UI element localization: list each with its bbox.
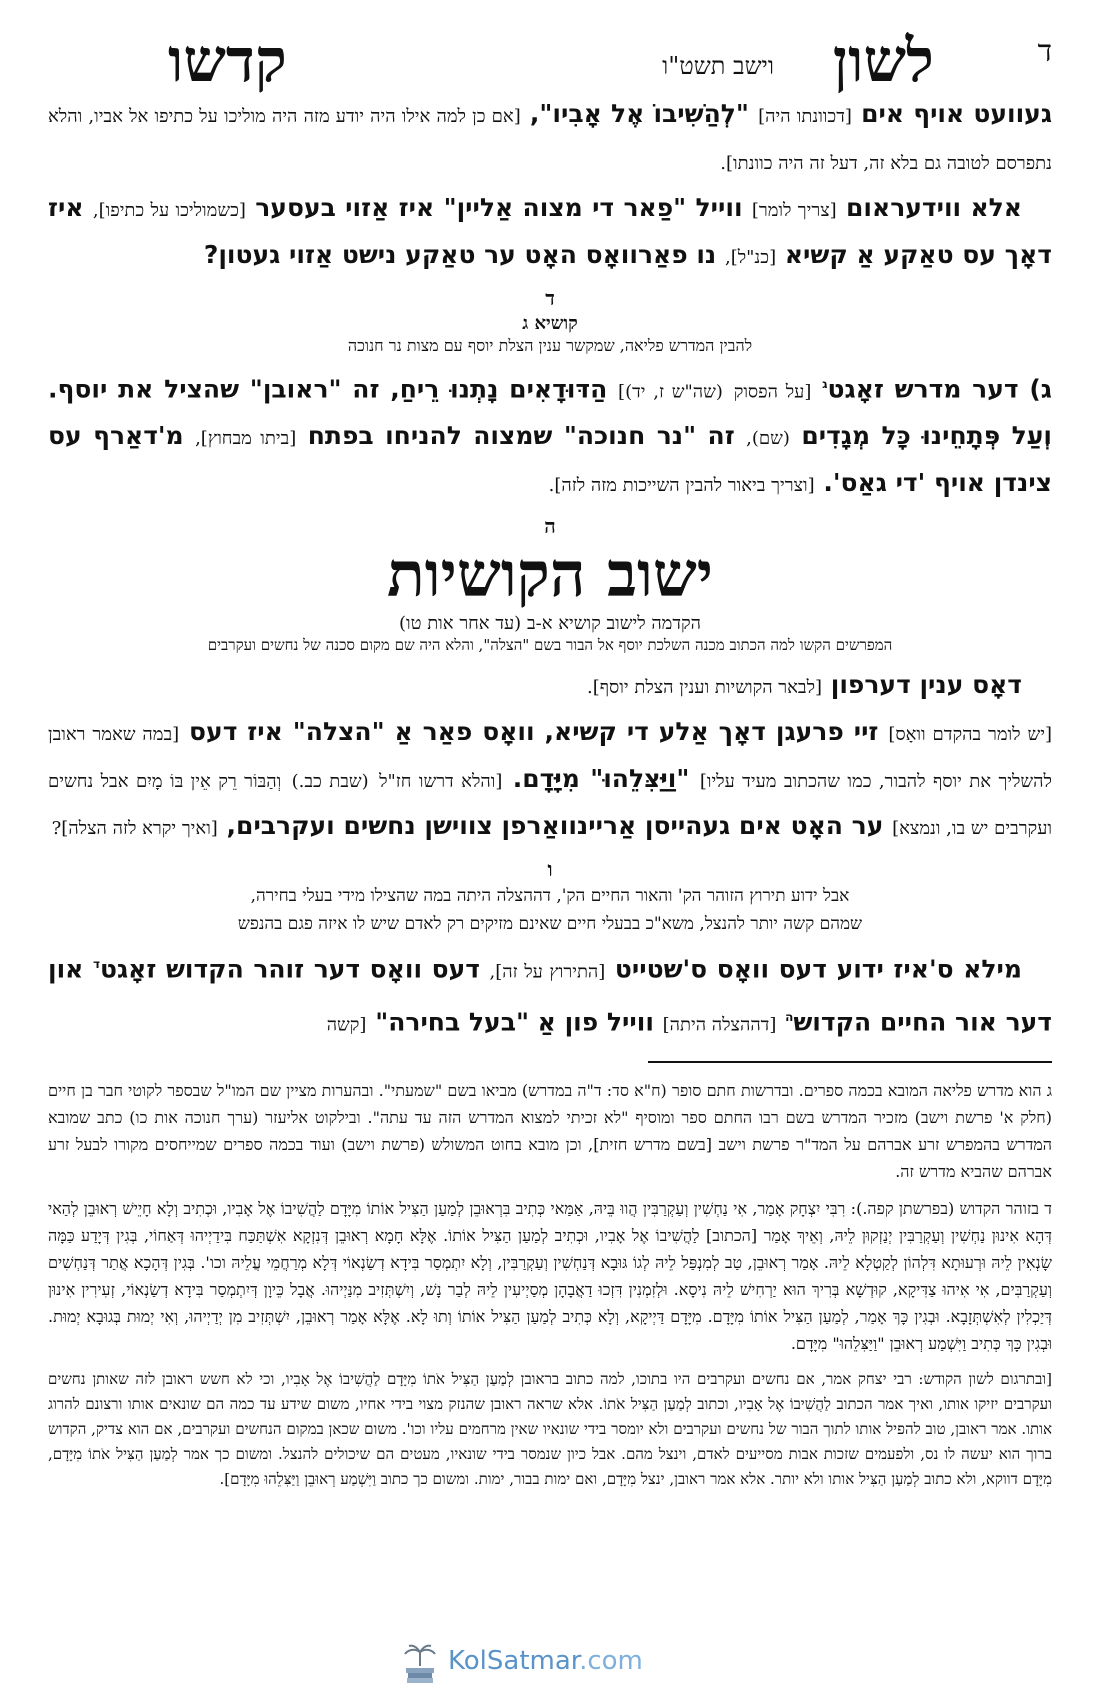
section-4-subtitle: להבין המדרש פליאה, שמקשר ענין הצלת יוסף עם מצות נר חנוכה [347,336,753,355]
s5-p2-quote-d: "וַיַּצִּלֵהוּ" מִיָּדָם. [512,764,690,794]
p2-note-d: [כשמוליכו על כתיפו], [92,200,246,221]
s5-p2-note-g: וְהַבּוֹר רֵק אֵין בּוֹ מָיִם אבל נחשים ועקרבים יש בו, ונמצא] [48,771,1052,840]
s5-p2-note-c: [במה שאמר ראובן להשליך את יוסף להבור, כמו שהכתוב מעיד עליו] [48,724,1052,793]
s6-text-c: דעס וואָס דער זוהר הקדוש זאָגט [100,954,480,984]
s4-note-e: (שם), [746,428,790,450]
title-left-word: קדשו [168,26,287,96]
section-4-number: ד [545,286,555,310]
s5-intro-note: (עד אחר אות טו) [398,613,522,635]
p1-text-a: געוועט אויף אים [861,99,1052,128]
s6-note-b: [התירוץ על זה], [489,961,606,983]
s5-p1-note: [לבאר הקושיות וענין הצלת יוסף]. [586,677,823,699]
s6-text-f: ווייל פון אַ "בעל בחירה" [375,1006,654,1036]
s4-text-f: זה "נר חנוכה" שמצוה להניחו בפתח [307,421,735,451]
section-5-paragraph-1 [48,663,1052,710]
s4-text-d: הַדּוּדָאִים נָתְנוּ רֵיחַ, זה "ראובן" שהציל את יוסף. וְעַל פְּתָחֵינוּ כָּל מְגָדִים [48,374,1052,451]
section-5-number: ה [544,514,556,539]
footnote-d: ד בזוהר הקדוש (בפרשתן קפה.): רִבִּי יִצְחָק אָמַר, אִי נַחְשִׁין וְעַקְרַבִּין הֲווּ בֵּיהּ, אַמַּאי כְּתִיב בִּרְאוּבֵן לְמַעַן הַצִּיל אוֹתוֹ מִיָּדָם לַהֲשִׁיבוֹ אֶל אָבִיו, וּכְתִיב וְלָא חָיֵישׁ רְאוּבֵן לְהַאי דְּהָא אִינוּן נַחְשִׁין וְעַקְרַבִּין יְנַזְקוּן לֵיהּ, וְאֵיךְ אָמַר [הכתוב] לַהֲשִׁיבוֹ אֶל אָבִיו, וּכְתִיב לְמַעַן הַצִּיל אוֹתוֹ. אֶלָּא חָמָא רְאוּבֵן דְּנִזְקָא אִשְׁתַּכַּח בִּידַיְיהוּ דְּאַחוֹי, בְּגִין דְּיָדַע כַּמָּה שָׂנְאִין לֵיהּ וּרְעוּתָא דִּלְהוֹן לְקַטְלָא לֵיהּ. אָמַר רְאוּבֵן, טַב לְמִנְפַּל לֵיהּ לְגוֹ גּוּבָא דְּנַחְשִׁין וְעַקְרַבִּין, וְלָא יִתְמְסַר בִּידָא דְשַׂנְאוֹי דְּלָא מְרַחֲמֵי עֲלֵיהּ וכו'. בְּגִין דְּהָכָא אֲתַר דְּנַחְשִׁים וְעַקְרַבִּים, אִי אִיהוּ צַדִּיקָא, קוּדְשָׁא בְּרִיךְ הוּא יַרְחִישׁ לֵיהּ נִיסָא. וּלְזִמְנִין דִּזְכוּ דַאֲבָהָן מְסַיְיעִין לֵיהּ לְבַר נָשׁ, וְיִשְׁתְּזִיב מִנַּיְיהוּ. אֲבָל כֵּיוָן דְּיִתְמְסַר בִּידָא דְשַׂנְאוֹי, זְעִירִין אִינוּן דְּיַכְלִין לְאִשְׁתְּזָבָא. וּבְגִין כָּךְ אָמַר, לְמַעַן הַצִּיל אוֹתוֹ מִיָּדָם. מִיָּדָם דַּיְיקָא, וְלָא כְּתִיב לְמַעַן הַצִּיל אוֹתוֹ וְתוּ לָא. אֶלָּא אָמַר רְאוּבֵן, יִשְׁתְּזִיב מִן יְדַיְיהוּ, וְאִי יְמוּת בְּגוּבָא יְמוּת. וּבְגִין כָּךְ כְּתִיב וַיִּשְׁמַע רְאוּבֵן "וַיַּצִּלֵהוּ" מִיָּדָם. [48,1198,1053,1353]
s5-p2-text-h: ער האָט אים געהייסן אַריינוואַרפן צווישן נחשים ועקרבים, [226,811,884,841]
s4-note-c: (שה"ש ז, יד)] [618,381,723,403]
p2-text-a: אלא ווידעראום [846,193,1022,222]
p2-note-f: [כנ"ל], [724,247,777,268]
p1-note-b: [דכוונתו היה] [758,106,852,127]
s6-text-a: מילא ס'איז ידוע דעס וואָס ס'שטייט [614,954,1022,984]
section-6-number: ו [547,857,553,882]
s6-footnote-ref-1[interactable]: ד [92,957,101,972]
s4-footnote-ref[interactable]: ג [822,377,828,391]
logo-text-main: KolSatmar [448,1646,580,1676]
p2-note-b: [צריך לומר] [751,200,837,221]
p2-text-e: איז דאָך עס טאַקע אַ קשיא [48,193,1052,269]
s5-intro-label: הקדמה לישוב קושיא א-ב [526,613,701,635]
logo-text [448,1646,643,1676]
s4-note-i: [וצריך ביאור להבין השייכות מזה לזה]. [548,475,815,497]
section-5-paragraph-2 [48,710,1052,851]
section-4-paragraph [48,362,1052,508]
p2-text-g: נו פאַרוואָס האָט ער טאַקע נישט אַזוי געטון? [203,240,717,269]
issue-label: וישב תשט"ו [662,52,774,80]
footnote-g: ג הוא מדרש פליאה המובא בכמה ספרים. ובדרשות חתם סופר (ח"א סד: ד"ה במדרש) מביאו בשם "שמעתי". ובהערות מציין שם המו"ל שבספר לקוטי חבר בן חיים (חלק א' פרשת וישב) מזכיר המדרש בשם רבו החתם ספר ומוסיף "לא זכיתי למצוא המדרש הזה עד עתה". ובילקוט אליעזר (ערך חנוכה אות כו) כתב שמובא המדרש בהמפרש זרע אברהם על המד"ר פרשת וישב [בשם מדרש חזית], וכן מובא בחוט המשולש (פרשת וישב) ועוד בכמה ספרים שמייחסים מקורו לבעל זרע אברהם שהביא מדרש זה. [48,1080,1052,1181]
s4-note-b: [על הפסוק [733,381,812,403]
paragraph-2 [48,186,1052,280]
section-6-paragraph [48,942,1052,1047]
s5-p2-note-e: [והלא דרשו חז"ל [379,771,503,793]
p1-note-d: [אם כן למה אילו היה יודע מזה היה מוליכו על כתיפו אל אביו, והלא נתפרסם לטובה גם בלא זה, דעל זה היה כוונתו]. [48,106,1052,174]
s5-p2-note-a: [יש לומר בהקדם וואָס] [888,724,1052,746]
s6-note-e: [דההצלה היתה] [662,1013,777,1035]
page-header [48,26,1052,96]
section-6-intro-line-2: שמהם קשה יותר להנצל, משא"כ בבעלי חיים שאינם מזיקים רק לאדם שיש לו איזה פגם בהנפש [237,914,863,935]
logo-text-suffix: .com [579,1646,643,1676]
p1-quote-c: "לְהַשִׁיבוֹ אֶל אָבִיו", [529,99,749,128]
s5-p1-text: דאָס ענין דערפון [830,670,1022,700]
p2-text-c: ווייל "פַאר די מצוה אַליין" איז אַזוי בעסער [255,193,743,222]
s6-note-g: [קשה [326,1013,367,1035]
page-number: ד [1037,34,1052,69]
s5-p2-note-i: [ואיך יקרא לזה הצלה]? [51,818,218,840]
palm-tree-books-icon [398,1642,442,1686]
s4-text-h: מ'דאַרף עס צינדן אויף 'די גאַס'. [48,421,1052,498]
section-5-title: ישוב הקושיות [386,538,713,612]
section-5-intro-2: המפרשים הקשו למה הכתוב מכנה השלכת יוסף אל הבור בשם "הצלה", והלא היה שם מקום סכנה של נחשים ועקרבים [207,636,893,655]
s6-text-d: און דער אור החיים הקדוש [48,954,1052,1036]
paragraph-1 [48,92,1052,186]
title-right-word: לשון [832,26,934,96]
s5-p2-note-f: (שבת כב.) [291,771,369,793]
kolsatmar-logo[interactable] [398,1642,698,1690]
document-page [48,26,1053,1492]
s4-note-g: [ביתו מבחוץ], [195,428,297,450]
section-4-kushya-label: קושיא ג [522,313,578,334]
s5-p2-text-b: זיי פרעגן דאָך אַלע די קשיא, וואָס פאַר אַ "הצלה" איז דעס [189,717,879,747]
s6-footnote-ref-2[interactable]: ה [785,1009,794,1024]
s4-text-a: ג) דער מדרש זאָגט [827,374,1052,404]
section-6-intro-line-1: אבל ידוע תירוץ הזוהר הק' והאור החיים הק', דההצלה היתה במה שהצילו מידי בעלי בחירה, [250,886,850,907]
section-5-intro [48,613,1052,634]
footnote-divider [648,1061,1052,1063]
footnote-d-translation: [ובתרגום לשון הקודש: רבי יצחק אמר, אם נחשים ועקרבים היו בתוכו, למה כתוב בראובן לְמַעַן הַצִּיל אֹתוֹ מִיָּדָם לַהֲשִׁיבוֹ אֶל אָבִיו, וכי לא חשש ראובן לזה שאותן נחשים ועקרבים יזיקו אותו, ואיך אמר הכתוב לַהֲשִׁיבוֹ אֶל אָבִיו, וכתוב לְמַעַן הַצִּיל אֹתוֹ. אלא שראה ראובן שהנזק מצוי בידי אחיו, משום שידע עד כמה הם שונאים אותו ורצונם להרוג אותו. אמר ראובן, טוב להפיל אותו לתוך הבור של נחשים ועקרבים ולא יומסר בידי שונאיו שאין מרחמים עליו וכו'. משום שכאן במקום הנחשים ועקרבים, אם הוא צדיק, הקדוש ברוך הוא יעשה לו נס, ולפעמים שזכות אבות מסייעים לאדם, וינצל מהם. אבל כיון שנמסר בידי שונאיו, מעטים הם שיכולים להנצל. ומשום כך אמר לְמַעַן הַצִּיל אֹתוֹ מִיָּדָם, מִיָּדָם דווקא, ולא כתוב לְמַעַן הַצִּיל אותו ולא יותר. אלא אמר ראובן, ינצל מִיָּדָם, ואם ימות בבור, ימות. ומשום כך כתוב וַיִּשְׁמַע רְאוּבֵן וַיַּצִּלֵהוּ מִיָּדָם]. [48,1369,1052,1488]
